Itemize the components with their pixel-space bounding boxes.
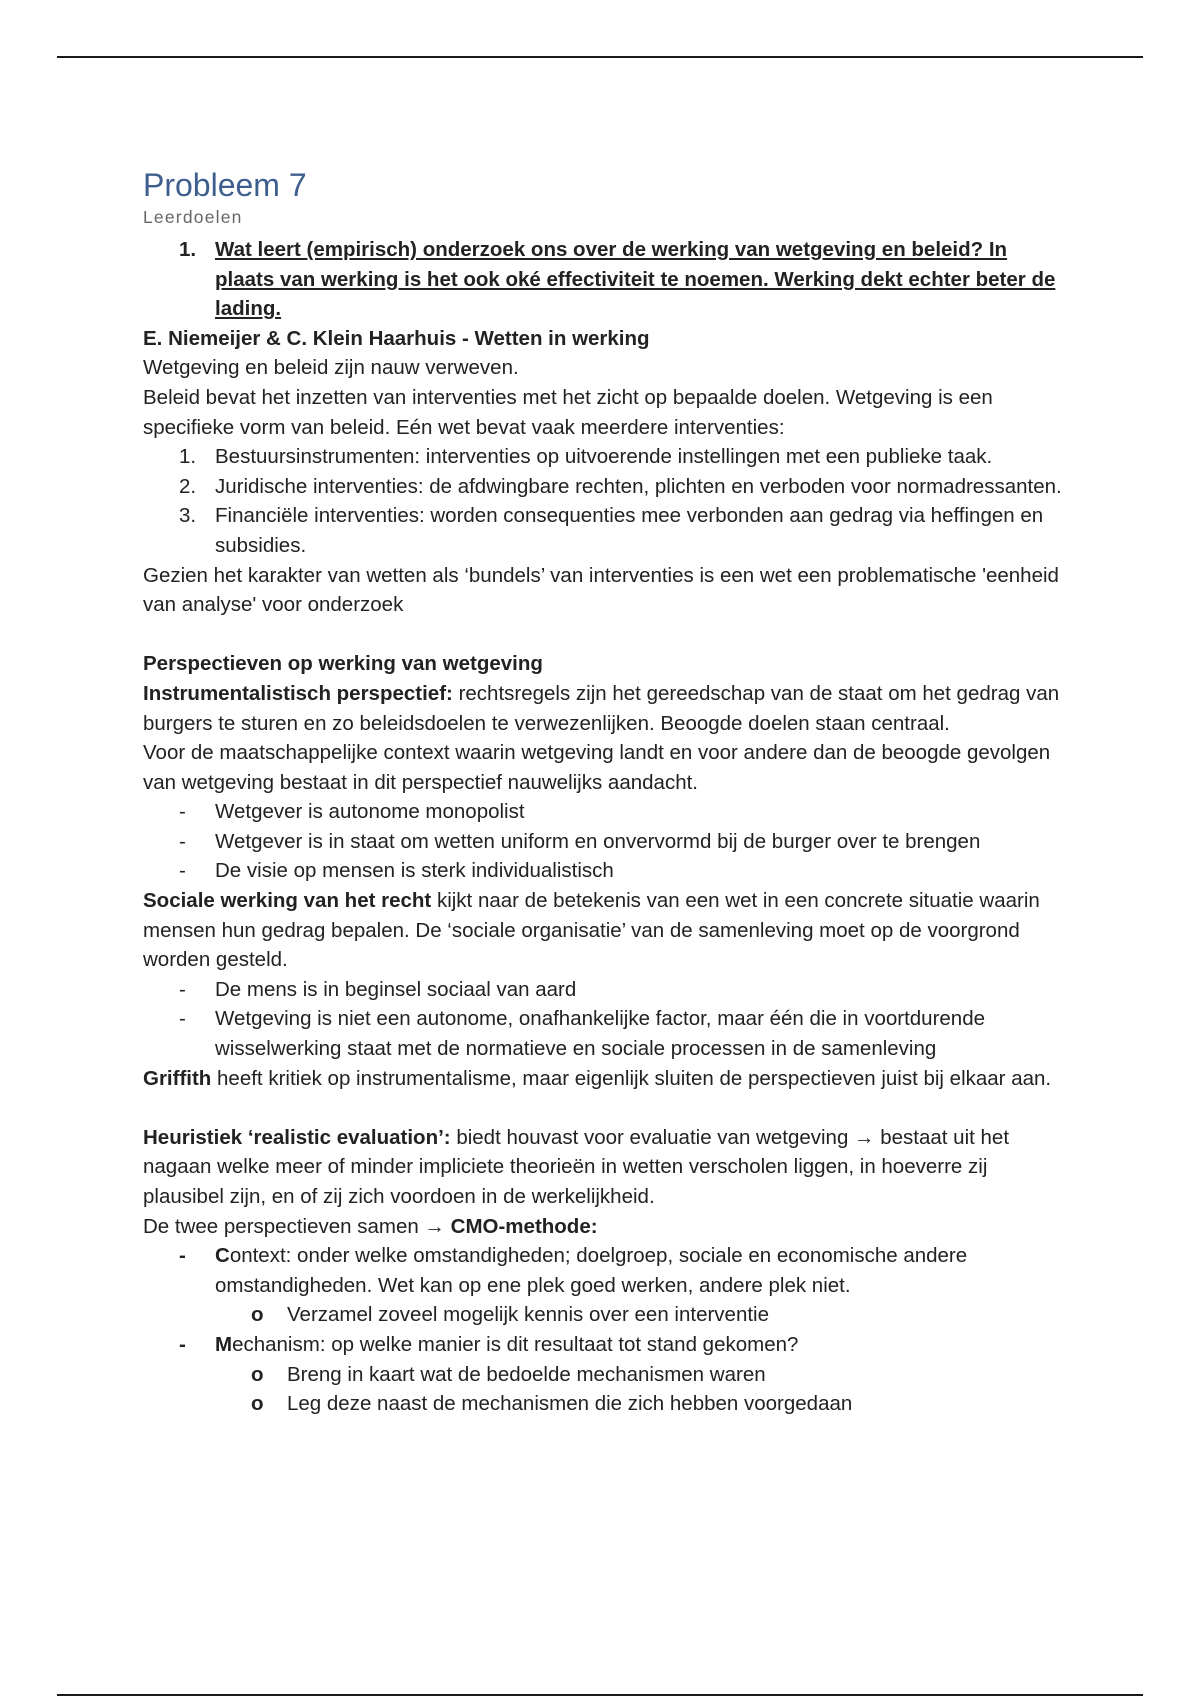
- sub-bullet-text: Leg deze naast de mechanismen die zich hebben voorgedaan: [287, 1392, 853, 1416]
- sub-bullet-text: Verzamel zoveel mogelijk kennis over een interventie: [287, 1303, 770, 1327]
- paragraph: Wetgeving en beleid zijn nauw verweven.: [143, 356, 519, 380]
- paragraph: [143, 1123, 1063, 1212]
- term-text: biedt houvast voor evaluatie van wetgeving → bestaat uit het nagaan welke meer of minder impliciete theorieën in wetten verscholen liggen, in hoeverre zij plausibel zijn, en of zij zich voordoen in de werkelijkheid.: [143, 1125, 1010, 1208]
- document-body: [143, 165, 1063, 1419]
- bullet-text: ontext: onder welke omstandigheden; doelgroep, sociale en economische andere omstandigheden. Wet kan op ene plek goed werken, andere plek niet.: [215, 1244, 968, 1297]
- list-item: [143, 501, 1063, 560]
- sub-bullet-marker: o: [251, 1303, 264, 1327]
- term-label: Instrumentalistisch perspectief:: [143, 681, 453, 705]
- list-item: [143, 472, 1063, 502]
- sub-bullet-item: [143, 1360, 1063, 1390]
- bullet-marker: -: [179, 1332, 186, 1356]
- bullet-text: Wetgever is in staat om wetten uniform en onvervormd bij de burger over te brengen: [215, 829, 981, 853]
- spacer: [143, 1093, 1063, 1123]
- paragraph: [143, 1064, 1063, 1094]
- term-label: Sociale werking van het recht: [143, 889, 432, 913]
- bullet-marker: -: [179, 859, 186, 883]
- cmo-label: CMO-methode:: [450, 1214, 598, 1238]
- bullet-text: echanism: op welke manier is dit resultaat tot stand gekomen?: [232, 1332, 799, 1356]
- bullet-text: Wetgever is autonome monopolist: [215, 800, 525, 824]
- term-label: Heuristiek ‘realistic evaluation’:: [143, 1125, 451, 1149]
- paragraph: [143, 1212, 1063, 1242]
- bullet-item: [143, 1241, 1063, 1300]
- paragraph: [143, 886, 1063, 975]
- bullet-text: De mens is in beginsel sociaal van aard: [215, 977, 577, 1001]
- paragraph: Voor de maatschappelijke context waarin wetgeving landt en voor andere dan de beoogde gevolgen van wetgeving bestaat in dit perspectief nauwelijks aandacht.: [143, 741, 1051, 794]
- term-text: kijkt naar de betekenis van een wet in een concrete situatie waarin mensen hun gedrag bepalen. De ‘sociale organisatie’ van de samenleving moet op de voorgrond worden gesteld.: [143, 889, 1040, 972]
- list-text: Juridische interventies: de afdwingbare rechten, plichten en verboden voor normadressanten.: [215, 474, 1062, 498]
- bullet-item: [143, 797, 1063, 827]
- bullet-marker: -: [179, 800, 186, 824]
- term-text: rechtsregels zijn het gereedschap van de staat om het gedrag van burgers te sturen en zo beleidsdoelen te verwezenlijken. Beoogde doelen staan centraal.: [143, 681, 1060, 735]
- paragraph: Gezien het karakter van wetten als ‘bundels’ van interventies is een wet een problematische 'eenheid van analyse' voor onderzoek: [143, 563, 1059, 617]
- bullet-item: [143, 856, 1063, 886]
- list-number: 2.: [179, 474, 197, 498]
- paragraph: [143, 679, 1063, 738]
- bullet-item: [143, 975, 1063, 1005]
- bullet-marker: -: [179, 829, 186, 853]
- spacer: [143, 620, 1063, 650]
- list-text: Financiële interventies: worden consequenties mee verbonden aan gedrag via heffingen en subsidies.: [215, 504, 1044, 557]
- page-title: Probleem 7: [143, 167, 307, 203]
- bullet-text: De visie op mensen is sterk individualistisch: [215, 859, 614, 883]
- section-heading: Perspectieven op werking van wetgeving: [143, 652, 543, 676]
- cmo-letter: C: [215, 1244, 230, 1268]
- question-item: [143, 235, 1063, 324]
- page-subtitle: Leerdoelen: [143, 207, 243, 227]
- list-number: 1.: [179, 445, 197, 469]
- bullet-text: Wetgeving is niet een autonome, onafhankelijke factor, maar één die in voortdurende wisselwerking staat met de normatieve en sociale processen in de samenleving: [215, 1007, 986, 1061]
- list-item: [143, 442, 1063, 472]
- bullet-marker: -: [179, 1244, 186, 1268]
- list-text: Bestuursinstrumenten: interventies op uitvoerende instellingen met een publieke taak.: [215, 445, 993, 469]
- bullet-item: [143, 1330, 1063, 1360]
- term-text: heeft kritiek op instrumentalisme, maar eigenlijk sluiten de perspectieven juist bij elkaar aan.: [211, 1066, 1052, 1090]
- sub-bullet-text: Breng in kaart wat de bedoelde mechanismen waren: [287, 1362, 766, 1386]
- list-number: 3.: [179, 504, 197, 528]
- bullet-marker: -: [179, 977, 186, 1001]
- sub-bullet-marker: o: [251, 1392, 264, 1416]
- question-number: 1.: [179, 238, 197, 261]
- sub-bullet-item: [143, 1389, 1063, 1419]
- sub-bullet-item: [143, 1300, 1063, 1330]
- paragraph: Beleid bevat het inzetten van interventies met het zicht op bepaalde doelen. Wetgeving is een specifieke vorm van beleid. Eén wet bevat vaak meerdere interventies:: [143, 385, 993, 439]
- header-rule: [57, 56, 1143, 58]
- term-label: Griffith: [143, 1066, 212, 1090]
- bullet-item: [143, 1004, 1063, 1063]
- source-heading: E. Niemeijer & C. Klein Haarhuis - Wetten in werking: [143, 326, 650, 350]
- question-text: Wat leert (empirisch) onderzoek ons over de werking van wetgeving en beleid? In plaats van werking is het ook oké effectiviteit te noemen. Werking dekt echter beter de lading.: [215, 238, 1056, 321]
- sub-bullet-marker: o: [251, 1362, 264, 1386]
- bullet-marker: -: [179, 1007, 186, 1031]
- cmo-prefix: De twee perspectieven samen →: [143, 1214, 451, 1238]
- footer-rule: [57, 1694, 1143, 1696]
- cmo-letter: M: [215, 1332, 233, 1356]
- bullet-item: [143, 827, 1063, 857]
